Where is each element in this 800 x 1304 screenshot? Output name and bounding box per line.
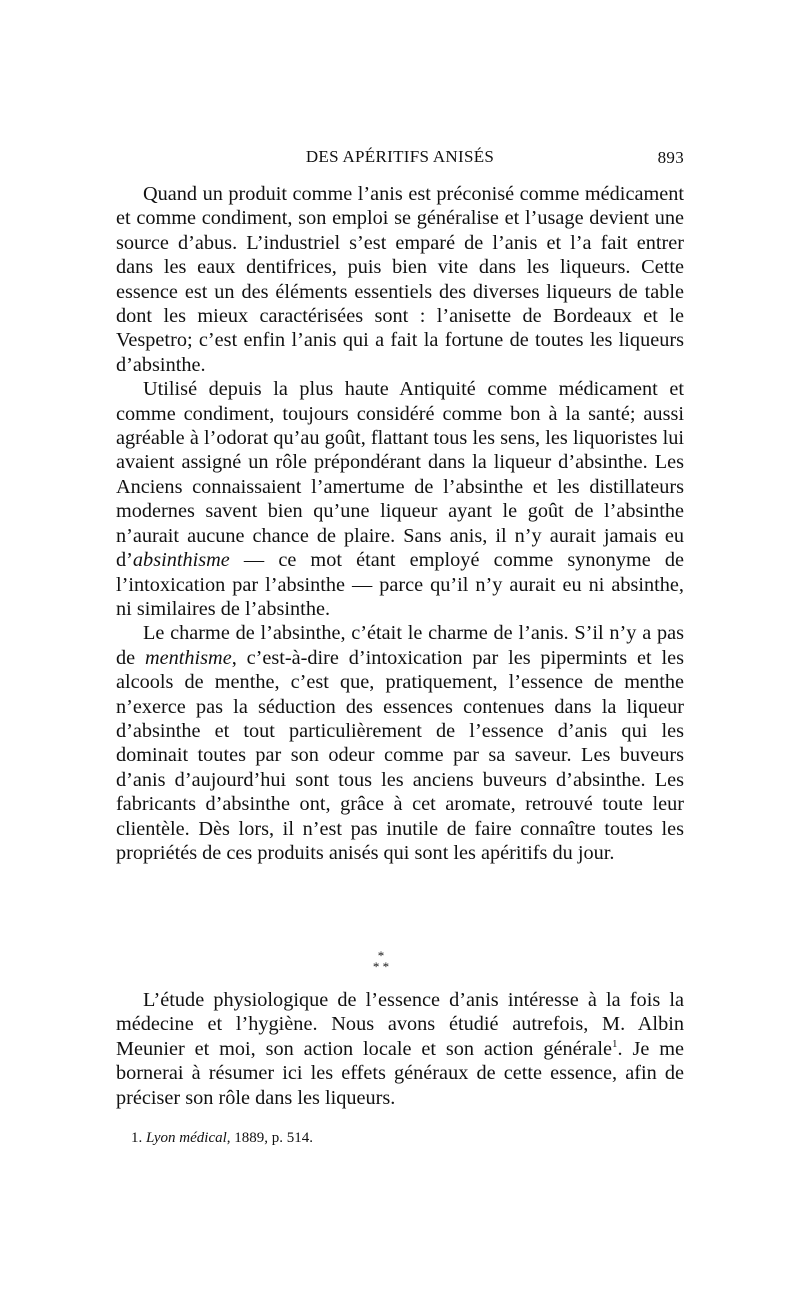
section-separator bbox=[366, 950, 396, 980]
paragraph-3-italic-term: menthisme bbox=[144, 646, 232, 669]
main-text-after-separator bbox=[116, 988, 684, 1110]
paragraph-4-text: L’étude physiologique de l’essence d’anis intéresse à la fois la médecine et l’hygiène. Nous avons étudié autrefois, M. Albin Meunier et moi, son action locale et son action générale bbox=[116, 989, 684, 1060]
footnote-journal: Lyon médical bbox=[146, 1130, 227, 1146]
running-header bbox=[116, 147, 684, 171]
paragraph-4-text-cont: . Je me bornerai à résumer ici les effets généraux de cette essence, afin de préciser son rôle dans les liqueurs. bbox=[116, 1037, 684, 1109]
separator-bottom-stars: * * bbox=[372, 959, 390, 974]
paragraph-2-text: Utilisé depuis la plus haute Antiquité comme médicament et comme condiment, toujours considéré comme bon à la santé; aussi agréable à l’odorat qu’au goût, flattant tous les sens, les liquoristes lui avaient assigné un rôle prépondérant dans la liqueur d’absinthe. Les Anciens connaissaient l’amertume de l’absinthe et les distillateurs modernes savent bien qu’une liqueur ayant le goût de l’absinthe n’aurait aucune chance de plaire. Sans anis, il n’y aurait jamais eu d’ bbox=[116, 378, 684, 572]
page-number: 893 bbox=[657, 148, 684, 167]
paragraph-3 bbox=[116, 621, 684, 865]
separator-top-star: * bbox=[377, 948, 385, 963]
footnote-number: 1. bbox=[131, 1130, 143, 1146]
paragraph-1: Quand un produit comme l’anis est préconisé comme médicament et comme condiment, son emploi se généralise et l’usage devient une source d’abus. L’industriel s’est emparé de l’anis et l’a fait entrer dans les eaux dentifrices, puis bien vite dans les liqueurs. Cette essence est un des éléments essentiels des diverses liqueurs de table dont les mieux caractérisées sont : l’anisette de Bordeaux et le Vespetro; c’est enfin l’anis qui a fait la fortune de toutes les liqueurs d’absinthe. bbox=[116, 183, 684, 376]
footnote-reference: 1 bbox=[612, 1038, 618, 1051]
paragraph-2-italic-term: absinthisme bbox=[132, 549, 230, 572]
paragraph-2-text-cont: — ce mot étant employé comme synonyme de l’intoxication par l’absinthe — parce qu’il n’y aurait eu ni absinthe, ni similaires de l’absinthe. bbox=[116, 549, 684, 620]
paragraph-3-text: Le charme de l’absinthe, c’était le charme de l’anis. S’il n’y a pas de bbox=[116, 622, 684, 669]
footnote bbox=[131, 1129, 684, 1147]
paragraph-2 bbox=[116, 377, 684, 621]
running-title: DES APÉRITIFS ANISÉS bbox=[305, 147, 495, 166]
paragraph-4 bbox=[116, 988, 684, 1110]
paragraph-3-text-cont: , c’est-à-dire d’intoxication par les pipermints et les alcools de menthe, c’est que, pratiquement, l’essence de menthe n’exerce pas la séduction des essences contenues dans la liqueur d’absinthe et tout particulièrement de l’essence d’anis qui les dominait toutes par son odeur comme par sa saveur. Les buveurs d’anis d’aujourd’hui sont tous les anciens buveurs d’absinthe. Les fabricants d’absinthe ont, grâce à cet aromate, retrouvé toute leur clientèle. Dès lors, il n’est pas inutile de faire connaître toutes les propriétés de ces produits anisés qui sont les apéritifs du jour. bbox=[116, 646, 684, 864]
footnote-citation: , 1889, p. 514. bbox=[226, 1130, 314, 1146]
main-text bbox=[116, 182, 684, 865]
